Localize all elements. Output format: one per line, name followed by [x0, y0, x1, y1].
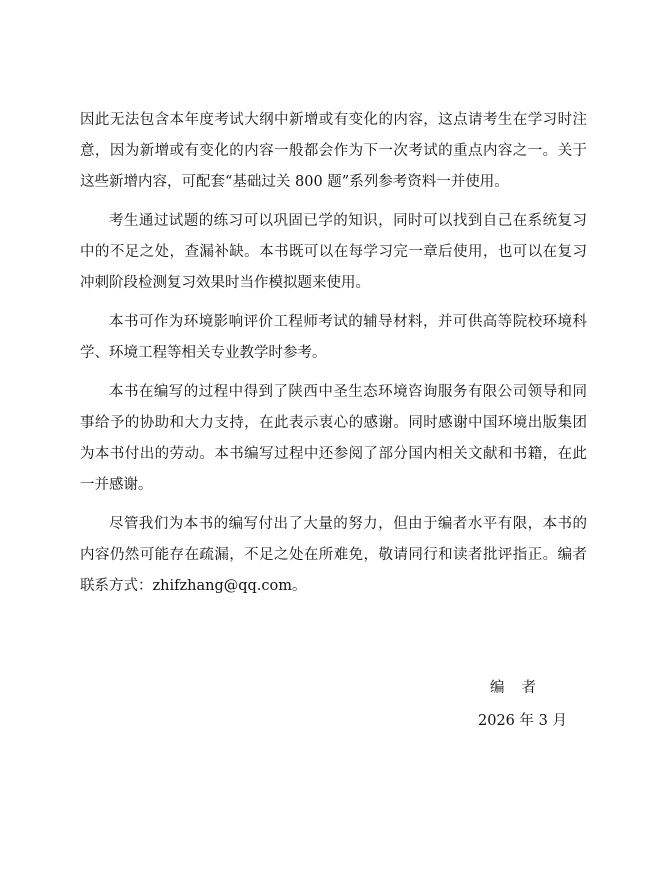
paragraph-continuation: 因此无法包含本年度考试大纲中新增或有变化的内容，这点请考生在学习时注意，因为新增或有变化的内容一般都会作为下一次考试的重点内容之一。关于这些新增内容，可配套“基础过关 800 题”系列参考资料一并使用。 [80, 112, 587, 190]
paragraph-practice: 考生通过试题的练习可以巩固已学的知识，同时可以找到自己在系统复习中的不足之处，查漏补缺。本书既可以在每学习完一章后使用，也可以在复习冲刺阶段检测复习效果时当作模拟题来使用。 [80, 213, 587, 291]
paragraph-acknowledgements: 本书在编写的过程中得到了陕西中圣生态环境咨询服务有限公司领导和同事给予的协助和大力支持，在此表示衷心的感谢。同时感谢中国环境出版集团为本书付出的劳动。本书编写过程中还参阅了部分国内相关文献和书籍，在此一并感谢。 [80, 384, 587, 493]
paragraph-usage: 本书可作为环境影响评价工程师考试的辅导材料，并可供高等院校环境科学、环境工程等相关专业教学时参考。 [80, 314, 587, 361]
signature-author: 编者 [490, 680, 553, 696]
preface-body [80, 105, 587, 610]
paragraph-contact: 尽管我们为本书的编写付出了大量的努力，但由于编者水平有限，本书的内容仍然可能存在疏漏，不足之处在所难免，敬请同行和读者批评指正。编者联系方式：zhifzhang@qq.com。 [80, 516, 587, 594]
signature-date: 2026 年 3 月 [478, 713, 567, 729]
